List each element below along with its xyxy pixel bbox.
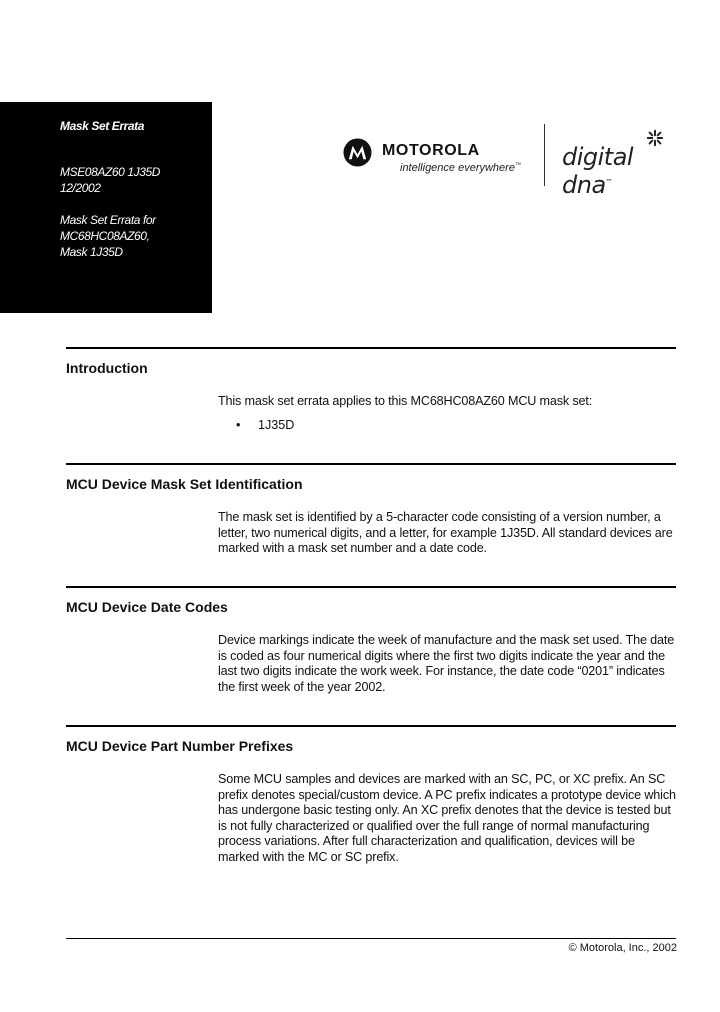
- introduction-paragraph: [218, 394, 678, 410]
- brand-tagline: [400, 162, 521, 174]
- list-item: [236, 418, 294, 432]
- part-number-prefixes-text: Some MCU samples and devices are marked with an SC, PC, or XC prefix. An SC prefix denotes special/custom device. A PC prefix indicates a prototype device which has undergone basic testing only. An XC prefix denotes that the device is tested but is not fully characterized or qualified over the full range of normal manufacturing process variations. After full characterization and qualification, devices will be marked with the MC or SC prefix.: [218, 772, 676, 864]
- brand-name: MOTOROLA: [382, 142, 480, 159]
- section-heading-date-codes: MCU Device Date Codes: [66, 599, 228, 615]
- panel-title: Mask Set Errata: [60, 119, 145, 133]
- section-heading-part-number-prefixes: MCU Device Part Number Prefixes: [66, 738, 294, 754]
- section-divider: [66, 586, 676, 588]
- tagline-text: intelligence everywhere: [400, 162, 515, 174]
- mask-set-identification-paragraph: [218, 510, 678, 557]
- introduction-text: This mask set errata applies to this MC68HC08AZ60 MCU mask set:: [218, 394, 593, 408]
- part-number-prefixes-paragraph: [218, 772, 678, 866]
- dna-spark-icon: [646, 129, 664, 147]
- section-divider: [66, 463, 676, 465]
- date-codes-paragraph: [218, 633, 678, 695]
- document-id-panel: [0, 102, 212, 313]
- document-number: MSE08AZ60 1J35D: [60, 165, 161, 179]
- copyright-notice: © Motorola, Inc., 2002: [568, 942, 677, 954]
- footer-divider: [66, 938, 676, 939]
- section-heading-introduction: Introduction: [66, 360, 148, 376]
- motorola-batwing-icon: [343, 138, 372, 167]
- trademark-mark: ™: [514, 162, 521, 169]
- logo-header: [340, 124, 680, 199]
- document-date: 12/2002: [60, 181, 101, 195]
- trademark-mark-2: ™: [605, 178, 613, 186]
- section-divider: [66, 725, 676, 727]
- mask-set-identification-text: The mask set is identified by a 5-character code consisting of a version number, a letter, two numerical digits, and a letter, for example 1J35D. All standard devices are marked with a mask set number and a date code.: [218, 510, 673, 556]
- digital-dna-logo: [562, 143, 680, 199]
- section-heading-mask-set-identification: MCU Device Mask Set Identification: [66, 476, 303, 492]
- bullet-icon: •: [236, 418, 241, 432]
- description-line-3: Mask 1J35D: [60, 245, 123, 259]
- mask-set-value: 1J35D: [258, 418, 295, 432]
- description-line-2: MC68HC08AZ60,: [60, 229, 150, 243]
- digital-dna-text: digital dna: [562, 143, 634, 199]
- date-codes-text: Device markings indicate the week of manufacture and the mask set used. The date is coded as four numerical digits where the first two digits indicate the year and the last two digits indicate the work week. For instance, the date code “0201” indicates the first week of the year 2002.: [218, 633, 675, 694]
- logo-divider: [544, 124, 545, 186]
- section-divider: [66, 347, 676, 349]
- description-line-1: Mask Set Errata for: [60, 213, 156, 227]
